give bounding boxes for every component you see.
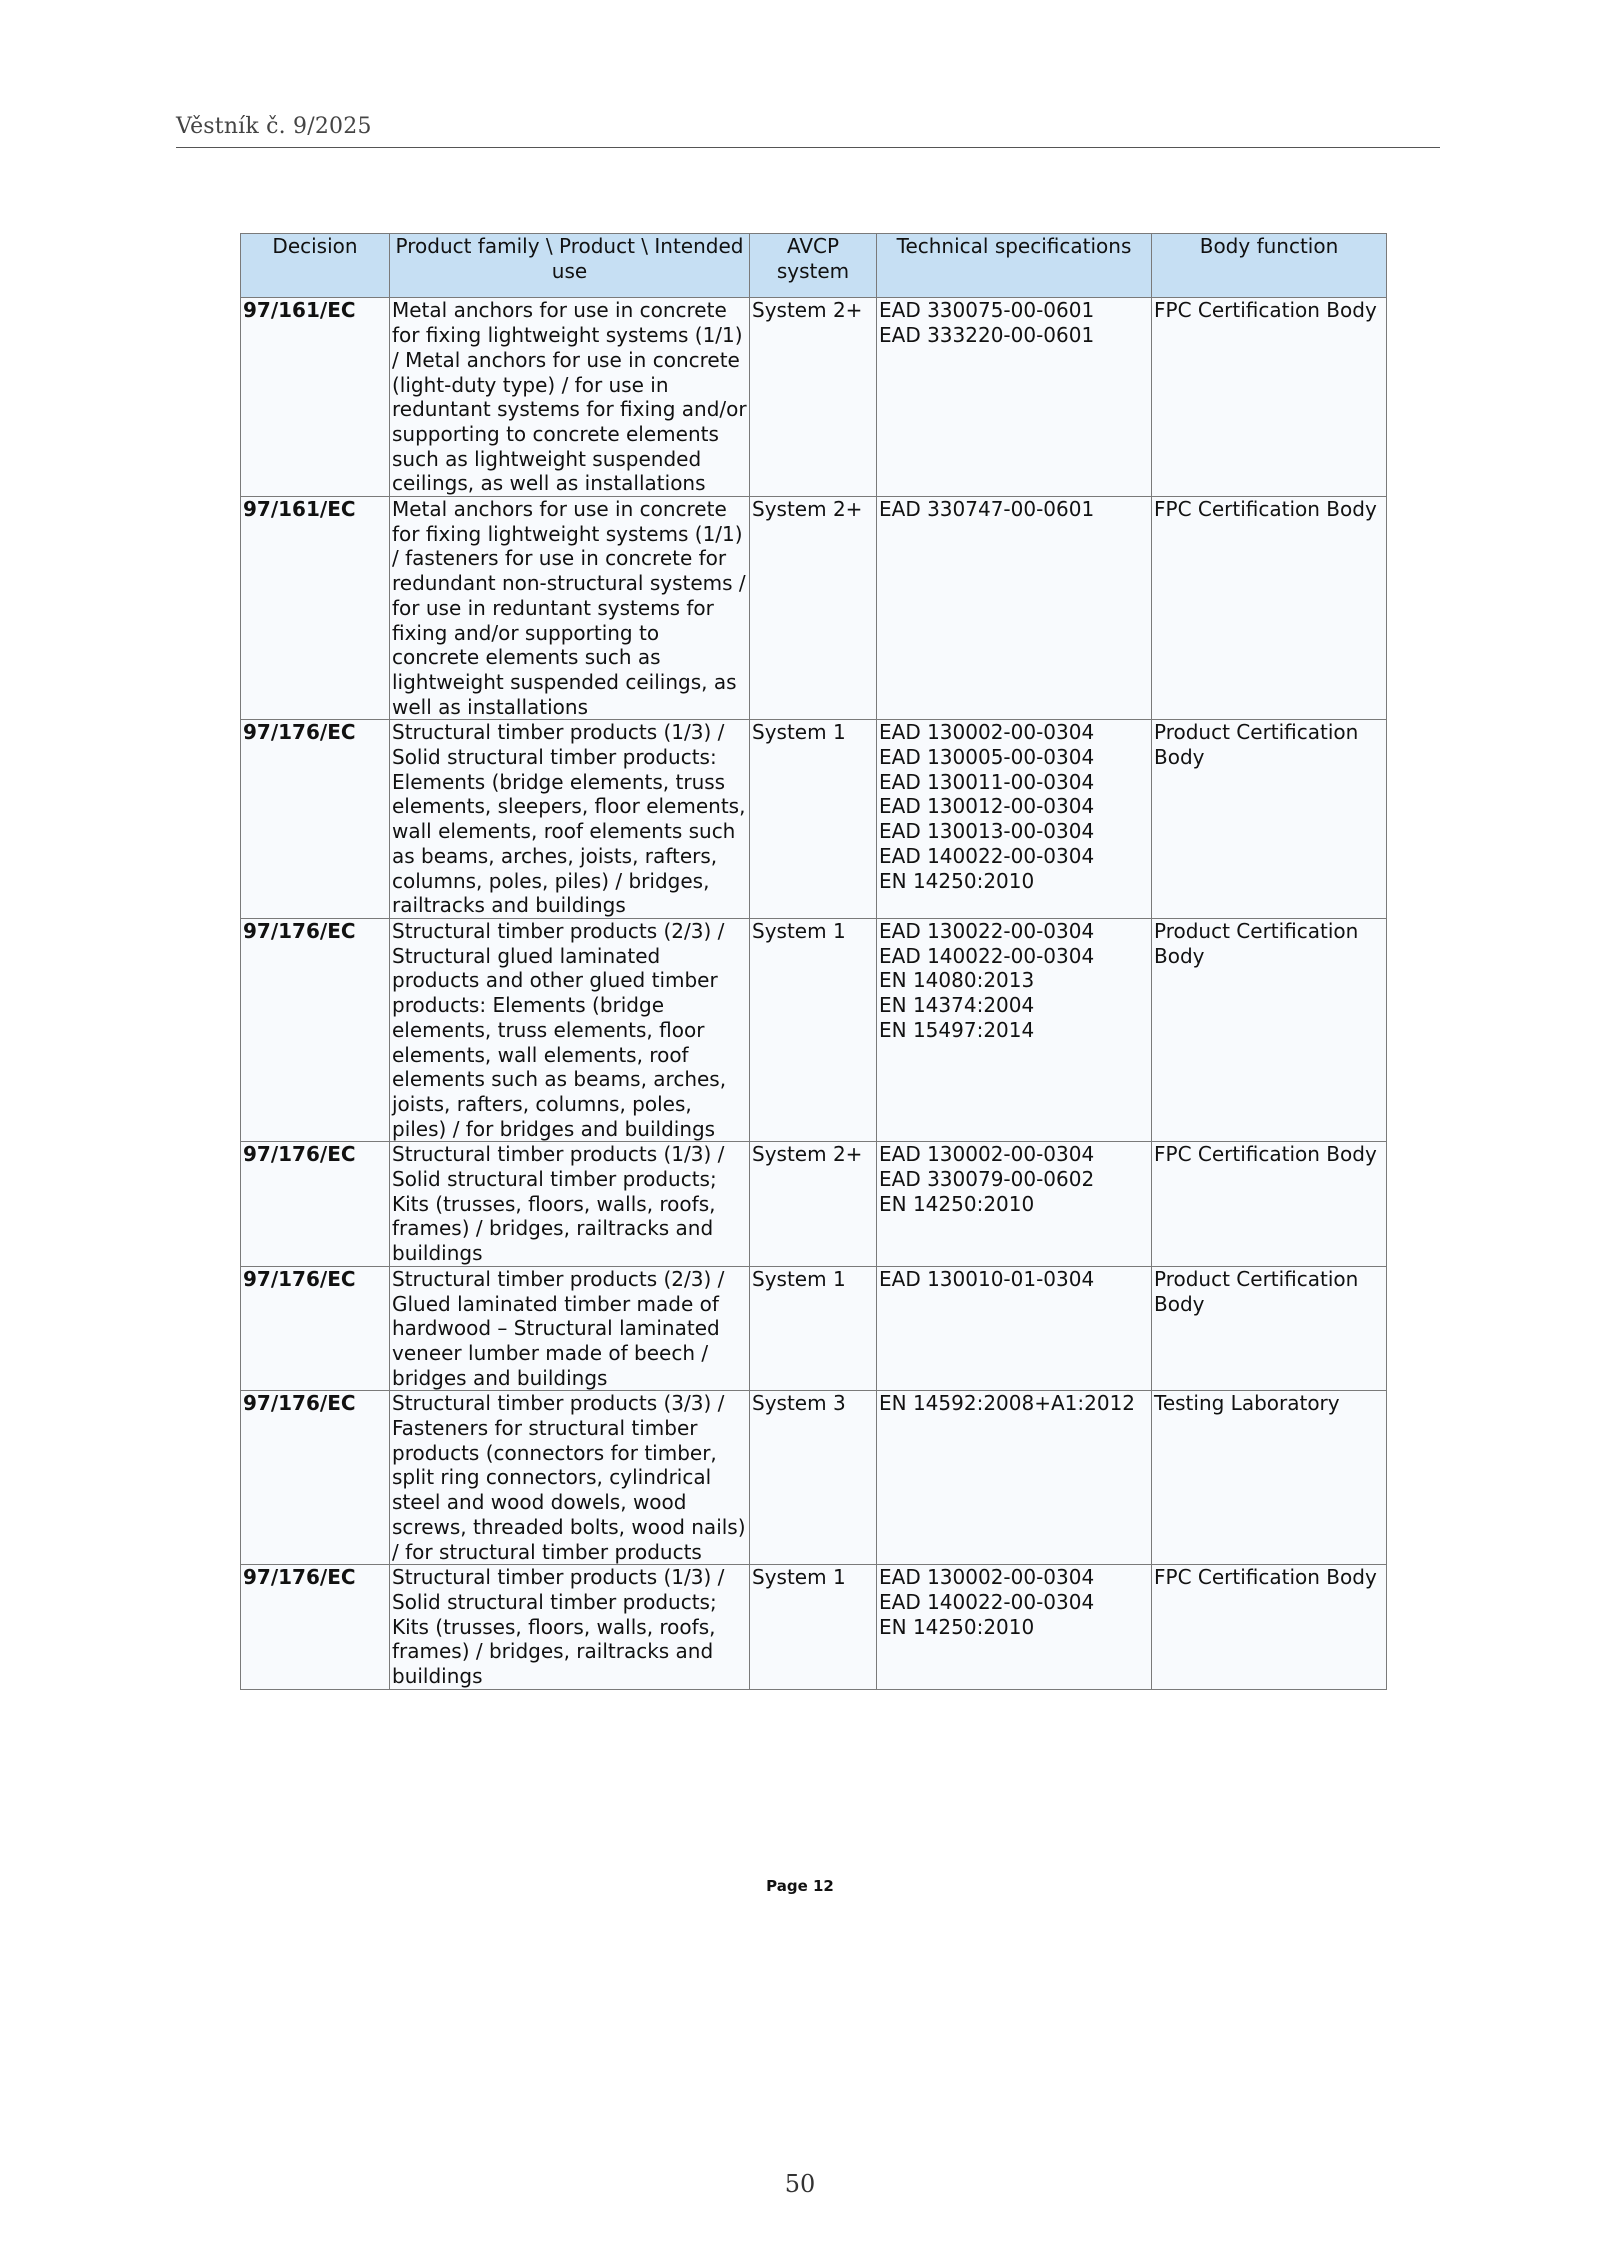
- spec-line: EN 14080:2013: [879, 968, 1035, 993]
- header-decision: Decision: [241, 234, 390, 298]
- avcp-cell: System 2+: [750, 298, 877, 497]
- decisions-table: [240, 233, 1387, 1690]
- spec-line: EAD 130005-00-0304: [879, 745, 1095, 770]
- specs-cell: [877, 1266, 1152, 1391]
- spec-line: EAD 130002-00-0304: [879, 1565, 1095, 1590]
- table-row: [241, 720, 1387, 919]
- body-function-cell: FPC Certification Body: [1152, 1565, 1387, 1690]
- body-function-cell: Product Certification Body: [1152, 720, 1387, 919]
- specs-cell: [877, 497, 1152, 720]
- product-cell: Metal anchors for use in concrete for fixing lightweight systems (1/1) / fasteners for use in concrete for redundant non-structural systems / for use in reduntant systems for fixing and/or supporting to concrete elements such as lightweight suspended ceilings, as well as installations: [390, 497, 750, 720]
- body-function-cell: FPC Certification Body: [1152, 1142, 1387, 1267]
- decision-cell: 97/176/EC: [241, 720, 390, 919]
- spec-line: EAD 140022-00-0304: [879, 1589, 1095, 1614]
- specs-cell: [877, 918, 1152, 1141]
- product-cell: Structural timber products (3/3) / Fasteners for structural timber products (connectors for timber, split ring connectors, cylindrical steel and wood dowels, wood screws, threaded bolts, wood nails) / for structural timber products: [390, 1391, 750, 1565]
- table-row: [241, 918, 1387, 1141]
- decision-cell: 97/161/EC: [241, 298, 390, 497]
- body-function-cell: FPC Certification Body: [1152, 497, 1387, 720]
- header-body-function: Body function: [1152, 234, 1387, 298]
- avcp-cell: System 2+: [750, 1142, 877, 1267]
- spec-line: EN 14250:2010: [879, 1614, 1035, 1639]
- specs-cell: [877, 1391, 1152, 1565]
- spec-line: EAD 330075-00-0601: [879, 298, 1095, 323]
- avcp-cell: System 3: [750, 1391, 877, 1565]
- spec-line: EAD 130012-00-0304: [879, 794, 1095, 819]
- product-cell: Structural timber products (2/3) / Glued laminated timber made of hardwood – Structural laminated veneer lumber made of beech / bridges and buildings: [390, 1266, 750, 1391]
- avcp-cell: System 2+: [750, 497, 877, 720]
- decision-cell: 97/176/EC: [241, 1266, 390, 1391]
- product-cell: Metal anchors for use in concrete for fixing lightweight systems (1/1) / Metal anchors for use in concrete (light-duty type) / for use in reduntant systems for fixing and/or supporting to concrete elements such as lightweight suspended ceilings, as well as installations: [390, 298, 750, 497]
- header-row: [241, 234, 1387, 298]
- page-number: 50: [784, 2170, 816, 2198]
- table-row: [241, 497, 1387, 720]
- table-body: [241, 298, 1387, 1689]
- avcp-cell: System 1: [750, 1565, 877, 1690]
- table-row: [241, 1142, 1387, 1267]
- spec-line: EAD 140022-00-0304: [879, 843, 1095, 868]
- decision-cell: 97/176/EC: [241, 1142, 390, 1267]
- header-technical-specifications: Technical specifications: [877, 234, 1152, 298]
- specs-cell: [877, 720, 1152, 919]
- spec-line: EN 15497:2014: [879, 1017, 1035, 1042]
- table-row: [241, 1391, 1387, 1565]
- spec-line: EN 14250:2010: [879, 868, 1035, 893]
- page-header: [176, 112, 1440, 148]
- spec-line: EAD 130010-01-0304: [879, 1266, 1095, 1291]
- specs-cell: [877, 1142, 1152, 1267]
- decision-cell: 97/176/EC: [241, 1565, 390, 1690]
- spec-line: EAD 130002-00-0304: [879, 1142, 1095, 1167]
- avcp-cell: System 1: [750, 720, 877, 919]
- body-function-cell: FPC Certification Body: [1152, 298, 1387, 497]
- body-function-cell: Product Certification Body: [1152, 1266, 1387, 1391]
- product-cell: Structural timber products (1/3) / Solid structural timber products; Kits (trusses, floors, walls, roofs, frames) / bridges, railtracks and buildings: [390, 1565, 750, 1690]
- body-function-cell: Product Certification Body: [1152, 918, 1387, 1141]
- decision-cell: 97/176/EC: [241, 1391, 390, 1565]
- table-row: [241, 1565, 1387, 1690]
- product-cell: Structural timber products (2/3) / Structural glued laminated products and other glued timber products: Elements (bridge elements, truss elements, floor elements, wall elements, roof elements such as beams, arches, joists, rafters, columns, poles, piles) / for bridges and buildings: [390, 918, 750, 1141]
- spec-line: EAD 130002-00-0304: [879, 720, 1095, 745]
- decision-cell: 97/176/EC: [241, 918, 390, 1141]
- spec-line: EN 14592:2008+A1:2012: [879, 1391, 1136, 1416]
- table-row: [241, 298, 1387, 497]
- page-label: Page 12: [766, 1877, 834, 1895]
- spec-line: EAD 330079-00-0602: [879, 1167, 1095, 1192]
- bulletin-title: Věstník č. 9/2025: [176, 114, 372, 139]
- spec-line: EN 14374:2004: [879, 993, 1035, 1018]
- table-row: [241, 1266, 1387, 1391]
- table-header: [241, 234, 1387, 298]
- spec-line: EN 14250:2010: [879, 1191, 1035, 1216]
- spec-line: EAD 330747-00-0601: [879, 497, 1095, 522]
- avcp-cell: System 1: [750, 1266, 877, 1391]
- spec-line: EAD 130022-00-0304: [879, 918, 1095, 943]
- header-avcp-system: AVCP system: [750, 234, 877, 298]
- specs-cell: [877, 1565, 1152, 1690]
- spec-line: EAD 140022-00-0304: [879, 943, 1095, 968]
- spec-line: EAD 130011-00-0304: [879, 769, 1095, 794]
- product-cell: Structural timber products (1/3) / Solid structural timber products: Elements (bridge elements, truss elements, sleepers, floor elements, wall elements, roof elements such as beams, arches, joists, rafters, columns, poles, piles) / bridges, railtracks and buildings: [390, 720, 750, 919]
- header-product-family: Product family \ Product \ Intended use: [390, 234, 750, 298]
- decision-cell: 97/161/EC: [241, 497, 390, 720]
- product-cell: Structural timber products (1/3) / Solid structural timber products; Kits (trusses, floors, walls, roofs, frames) / bridges, railtracks and buildings: [390, 1142, 750, 1267]
- avcp-cell: System 1: [750, 918, 877, 1141]
- spec-line: EAD 130013-00-0304: [879, 819, 1095, 844]
- specs-cell: [877, 298, 1152, 497]
- spec-line: EAD 333220-00-0601: [879, 323, 1095, 348]
- body-function-cell: Testing Laboratory: [1152, 1391, 1387, 1565]
